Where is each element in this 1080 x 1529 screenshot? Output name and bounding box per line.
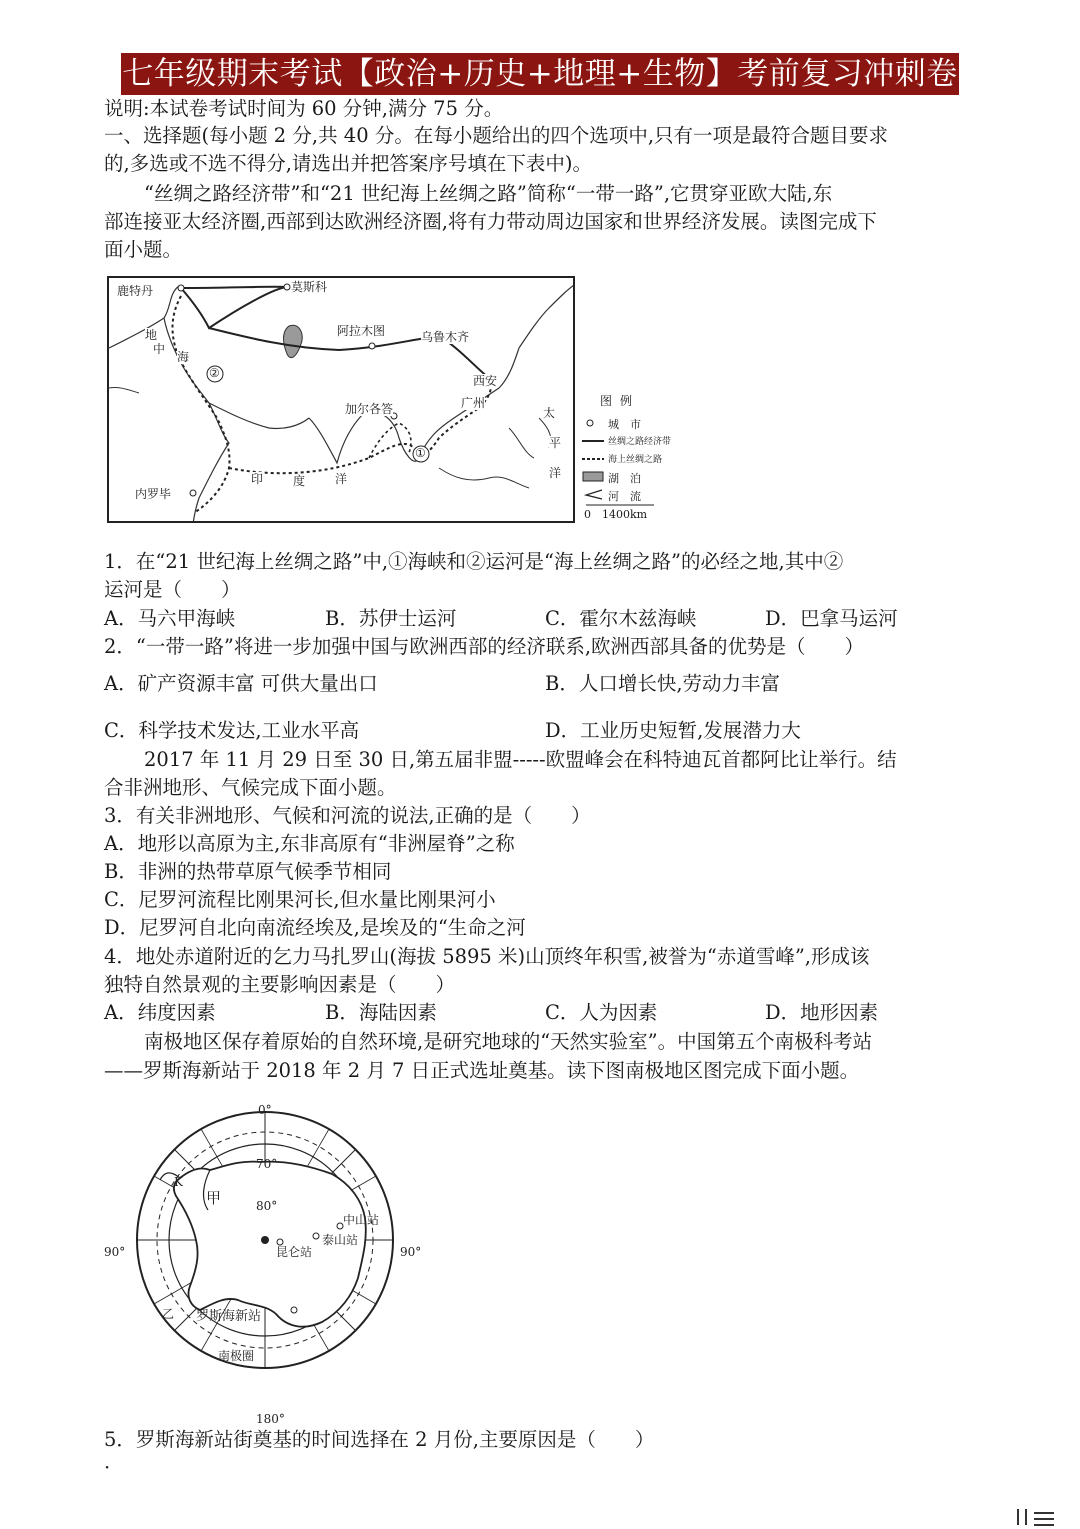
q3-option-c[interactable]: C．尼罗河流程比刚果河长,但水量比刚果河小 (104, 888, 496, 911)
intro2-line1: 2017 年 11 月 29 日至 30 日,第五届非盟-----欧盟峰会在科特迪瓦首都阿比让举行。结 (144, 748, 897, 771)
label-pacific-3: 洋 (549, 466, 562, 480)
q3-stem: 3．有关非洲地形、气候和河流的说法,正确的是（ ） (104, 804, 591, 827)
label-yi: 乙 (162, 1307, 175, 1321)
q1-option-c[interactable]: C．霍尔木兹海峡 (545, 607, 697, 630)
antarctica-polar-map (100, 1100, 440, 1435)
label-k: K (174, 1175, 183, 1189)
intro3-line1: 南极地区保存着原始的自然环境,是研究地球的“天然实验室”。中国第五个南极科考站 (144, 1030, 873, 1053)
q4-option-c[interactable]: C．人为因素 (545, 1001, 658, 1024)
belt-road-map (107, 276, 575, 523)
q2-stem: 2．“一带一路”将进一步加强中国与欧洲西部的经济联系,欧洲西部具备的优势是（ ） (104, 635, 865, 658)
label-pacific-2: 平 (549, 436, 562, 450)
label-moscow: 莫斯科 (291, 280, 328, 294)
q2-option-a[interactable]: A．矿产资源丰富 可供大量出口 (104, 672, 378, 695)
q4-option-d[interactable]: D．地形因素 (765, 1001, 879, 1024)
label-antarctic-circle: 南极圈 (218, 1349, 255, 1363)
label-taishan-station: 泰山站 (322, 1233, 359, 1247)
legend-belt (582, 434, 672, 449)
q4-stem-line2: 独特自然景观的主要影响因素是（ ） (104, 973, 456, 996)
label-lon-90w: 90° (104, 1245, 126, 1259)
q1-option-a[interactable]: A．马六甲海峡 (104, 607, 236, 630)
legend-road (582, 452, 663, 467)
exam-note: 说明:本试卷考试时间为 60 分钟,满分 75 分。 (104, 97, 504, 120)
q1-option-d[interactable]: D．巴拿马运河 (765, 607, 898, 630)
q2-option-d[interactable]: D．工业历史短暂,发展潜力大 (545, 719, 801, 742)
q5-stem: 5．罗斯海新站街奠基的时间选择在 2 月份,主要原因是（ ） (104, 1428, 655, 1451)
q3-option-a[interactable]: A．地形以高原为主,东非高原有“非洲屋脊”之称 (104, 832, 515, 855)
legend-scale-label: 1400km (602, 508, 648, 521)
q4-option-b[interactable]: B．海陆因素 (325, 1001, 437, 1024)
legend-city (582, 416, 641, 431)
map-legend (582, 392, 672, 522)
q2-option-b[interactable]: B．人口增长快,劳动力丰富 (545, 672, 781, 695)
label-lat-70: 70° (256, 1157, 278, 1171)
label-almaty: 阿拉木图 (337, 324, 386, 338)
label-lon-0: 0° (258, 1103, 272, 1117)
label-lon-90e: 90° (400, 1245, 422, 1259)
legend-river (582, 488, 641, 503)
q1-stem-line1: 1．在“21 世纪海上丝绸之路”中,①海峡和②运河是“海上丝绸之路”的必经之地,其中② (104, 550, 844, 573)
label-mediterranean-3: 海 (177, 350, 190, 364)
label-rotterdam: 鹿特丹 (117, 284, 154, 298)
q3-option-d[interactable]: D．尼罗河自北向南流经埃及,是埃及的“生命之河 (104, 916, 526, 939)
label-canal-mark-2: ② (209, 366, 220, 380)
label-xian: 西安 (473, 374, 498, 388)
antarctica-polar-drawing (100, 1100, 440, 1435)
q4-option-a[interactable]: A．纬度因素 (104, 1001, 216, 1024)
label-kunlun-station: 昆仑站 (276, 1245, 313, 1259)
label-lat-80: 80° (256, 1199, 278, 1213)
intro3-line2: ——罗斯海新站于 2018 年 2 月 7 日正式选址奠基。读下图南极地区图完成下面小题。 (104, 1059, 860, 1082)
legend-city-label: 城 市 (608, 418, 641, 431)
intro1-line2: 部连接亚太经济圈,西部到达欧洲经济圈,将有力带动周边国家和世界经济发展。读图完成下 (104, 210, 877, 233)
label-pacific-1: 太 (543, 406, 556, 420)
legend-road-label: 海上丝绸之路 (608, 455, 663, 465)
label-ross-sea-station: 罗斯海新站 (196, 1309, 262, 1324)
intro1-line1: “丝绸之路经济带”和“21 世纪海上丝绸之路”简称“一带一路”,它贯穿亚欧大陆,东 (144, 182, 833, 205)
q5-dot: · (104, 1456, 111, 1479)
legend-belt-label: 丝绸之路经济带 (608, 437, 672, 447)
exam-title-banner: 七年级期末考试【政治+历史+地理+生物】考前复习冲刺卷 (121, 53, 959, 95)
legend-lake (582, 470, 641, 485)
legend-river-label: 河 流 (608, 490, 641, 503)
q3-option-b[interactable]: B．非洲的热带草原气候季节相同 (104, 860, 392, 883)
q1-option-b[interactable]: B．苏伊士运河 (325, 607, 457, 630)
legend-title: 图例 (600, 394, 641, 408)
label-indian-ocean-2: 度 (293, 474, 306, 488)
label-kolkata: 加尔各答 (345, 402, 394, 416)
intro1-line3: 面小题。 (104, 238, 183, 261)
q2-option-c[interactable]: C．科学技术发达,工业水平高 (104, 719, 360, 742)
belt-road-map-drawing (109, 278, 575, 523)
q1-stem-line2: 运河是（ ） (104, 578, 241, 601)
legend-lake-label: 湖 泊 (608, 472, 641, 485)
label-mediterranean-1: 地 (145, 328, 158, 342)
label-strait-mark-1: ① (415, 446, 426, 460)
label-indian-ocean-3: 洋 (335, 472, 348, 486)
label-jia: 甲 (206, 1189, 222, 1207)
section1-instructions-line1: 一、选择题(每小题 2 分,共 40 分。在每小题给出的四个选项中,只有一项是最符合题目要求 (104, 124, 889, 147)
intro2-line2: 合非洲地形、气候完成下面小题。 (104, 776, 397, 799)
label-nairobi: 内罗毕 (135, 487, 172, 501)
label-zhongshan-station: 中山站 (343, 1213, 380, 1227)
label-lon-180: 180° (256, 1412, 285, 1426)
more-menu-icon[interactable] (1016, 1505, 1056, 1529)
q4-stem-line1: 4．地处赤道附近的乞力马扎罗山(海拔 5895 米)山顶终年积雪,被誉为“赤道雪峰”,形成该 (104, 945, 870, 968)
label-mediterranean-2: 中 (153, 342, 166, 356)
legend-scale-zero: 0 (584, 508, 591, 521)
label-urumqi: 乌鲁木齐 (421, 330, 470, 344)
label-guangzhou: 广州 (461, 396, 486, 410)
label-indian-ocean-1: 印 (251, 472, 264, 486)
section1-instructions-line2: 的,多选或不选不得分,请选出并把答案序号填在下表中)。 (104, 152, 593, 175)
